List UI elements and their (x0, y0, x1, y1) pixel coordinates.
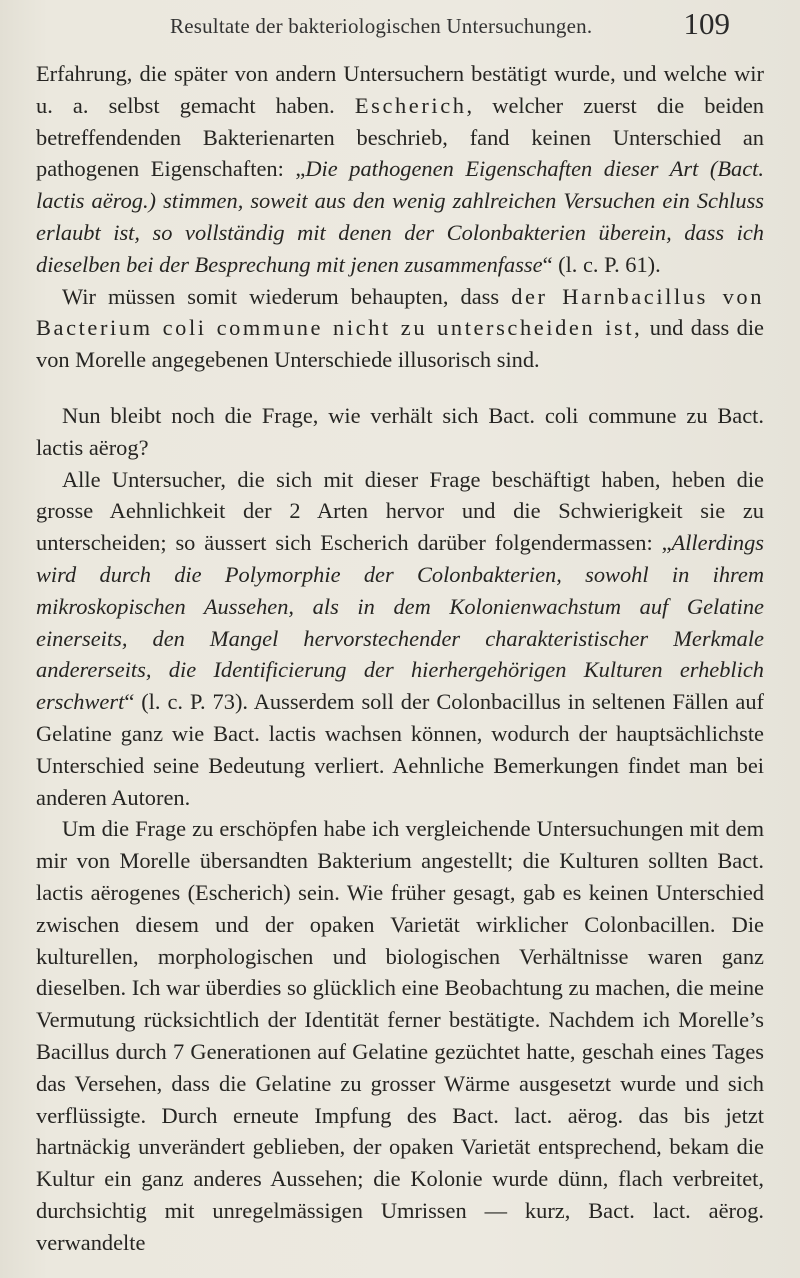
paragraph (36, 400, 764, 464)
spaced-name: Escherich (354, 92, 467, 118)
text-run: Alle Untersucher, die sich mit dieser Frage beschäftigt haben, heben die grosse Aehnlichkeit der 2 Arten hervor und die Schwierigkeit sie zu unterscheiden; so äussert sich Escherich darüber folgendermassen: „ (36, 466, 764, 556)
text-run: “ (l. c. P. 73). Ausserdem soll der Colonbacillus in seltenen Fällen auf Gelatine ganz wie Bact. lactis wachsen können, wodurch der hauptsächlichste Unterschied seine Bedeutung verliert. Aehnliche Bemerkungen findet man bei anderen Autoren. (36, 689, 764, 810)
paragraph (36, 58, 764, 281)
italic-quote: Die pathogenen Eigenschaften dieser Art (Bact. lactis aërog.) stimmen, soweit aus den wenig zahlreichen Versuchen ein Schluss erlaubt ist, so vollständig mit denen der Colonbakterien überein, dass ich dieselben bei der Besprechung mit jenen zusammenfasse (36, 156, 764, 277)
paragraph (36, 281, 764, 376)
paragraph (36, 813, 764, 1258)
running-header (170, 4, 730, 40)
page-number: 109 (683, 6, 730, 41)
paragraph (36, 464, 764, 814)
spaced-emphasis: der Harnbacillus von Bacterium coli commune nicht zu unterscheiden ist, (36, 283, 764, 341)
italic-quote: Allerdings wird durch die Polymorphie der Colonbakterien, sowohl in ihrem mikroskopischen Aussehen, als in dem Kolonienwachstum auf Gelatine einerseits, den Mangel hervorstechender charakteristischer Merkmale andererseits, die Identificierung der hierhergehörigen Kulturen erheblich erschwert (36, 530, 764, 715)
text-run: Erfahrung, die später von andern Untersuchern bestätigt wurde, und welche wir u. a. selbst gemacht haben. (36, 61, 764, 118)
text-run: und dass die von Morelle angegebenen Unterschiede illusorisch sind. (36, 315, 764, 373)
text-run: Wir müssen somit wiederum behaupten, dass (62, 283, 512, 309)
body-text (36, 58, 764, 1258)
text-run: “ (l. c. P. 61). (542, 251, 661, 277)
text-run: Um die Frage zu erschöpfen habe ich vergleichende Untersuchungen mit dem mir von Morelle übersandten Bakterium angestellt; die Kulturen sollten Bact. lactis aërogenes (Escherich) sein. Wie früher gesagt, gab es keinen Unterschied zwischen diesem und der opaken Varietät wirklicher Colonbacillen. Die kulturellen, morphologischen und biologischen Verhältnisse waren ganz dieselben. Ich war überdies so glücklich eine Beobachtung zu machen, die meine Vermutung rücksichtlich der Identität ferner bestätigte. Nachdem ich Morelle’s Bacillus durch 7 Generationen auf Gelatine gezüchtet hatte, geschah eines Tages das Versehen, dass die Gelatine zu grosser Wärme ausgesetzt wurde und sich verflüssigte. Durch erneute Impfung des Bact. lact. aërog. das bis jetzt hartnäckig unverändert geblieben, der opaken Varietät entsprechend, bekam die Kultur ein ganz anderes Aussehen; die Kolonie wurde dünn, flach verbreitet, durchsichtig mit unregelmässigen Umrissen — kurz, Bact. lact. aërog. verwandelte (36, 816, 764, 1255)
text-run: , welcher zuerst die beiden betreffendenden Bakterienarten beschrieb, fand keinen Unterschied an pathogenen Eigenschaften: „ (36, 92, 764, 182)
running-title: Resultate der bakteriologischen Untersuchungen. (170, 14, 593, 38)
text-run: Nun bleibt noch die Frage, wie verhält sich Bact. coli commune zu Bact. lactis aërog? (36, 402, 764, 460)
